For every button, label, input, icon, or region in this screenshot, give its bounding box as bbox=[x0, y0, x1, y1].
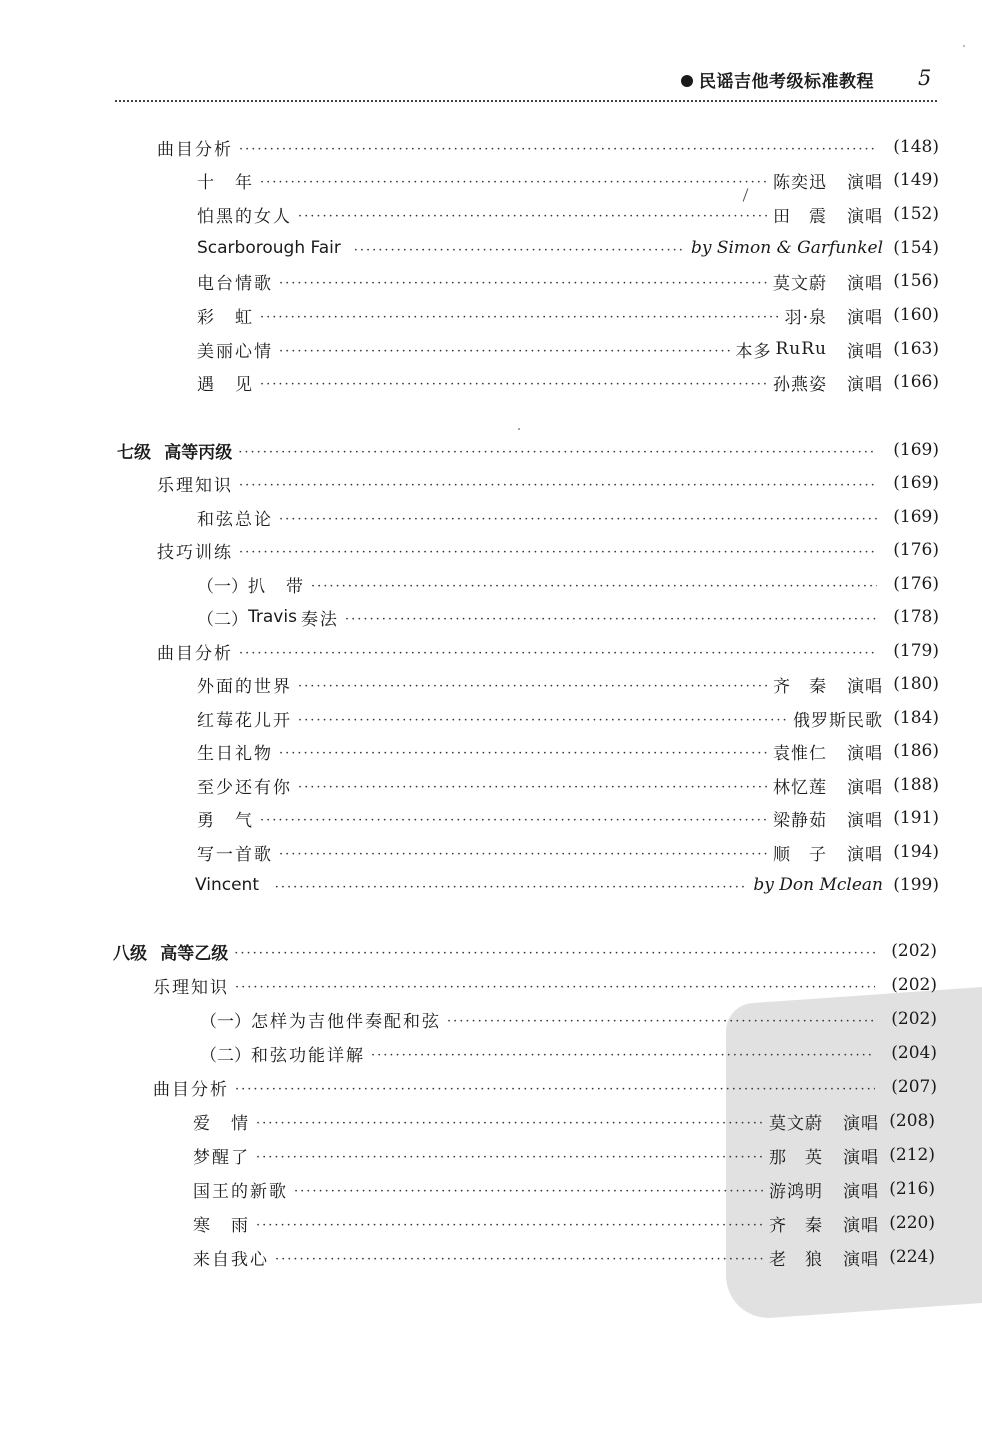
leader-dots bbox=[354, 243, 685, 258]
toc-row-topic bbox=[197, 503, 939, 531]
leader-dots bbox=[239, 478, 877, 493]
toc-row-section bbox=[153, 1073, 937, 1101]
toc-page: (156) bbox=[893, 271, 939, 291]
song-title: 外面的世界 bbox=[197, 676, 292, 697]
song-title: 怕黑的女人 bbox=[197, 206, 292, 227]
toc-page: (202) bbox=[891, 1009, 937, 1029]
toc-page: (179) bbox=[893, 641, 939, 661]
song-title: 彩 虹 bbox=[197, 307, 254, 328]
song-artist: 莫文蔚 bbox=[769, 1113, 823, 1134]
leader-dots bbox=[260, 377, 767, 392]
toc-row-level bbox=[113, 937, 937, 965]
toc-page: (216) bbox=[889, 1179, 935, 1199]
song-artist: 顺 子 bbox=[773, 844, 827, 865]
song-artist-cn: 本多 bbox=[735, 341, 772, 362]
song-artist: 梁静茹 bbox=[773, 810, 827, 831]
toc-page: (184) bbox=[893, 708, 939, 728]
toc-page: (199) bbox=[893, 875, 939, 895]
scan-speck bbox=[518, 428, 520, 430]
leader-dots bbox=[275, 880, 748, 895]
toc-page: (152) bbox=[893, 204, 939, 224]
header-rule bbox=[115, 100, 937, 102]
song-role: 演唱 bbox=[847, 844, 883, 865]
song-artist: 陈奕迅 bbox=[773, 172, 827, 193]
song-title: 电台情歌 bbox=[197, 273, 273, 294]
leader-dots bbox=[298, 209, 767, 224]
song-title: 十 年 bbox=[197, 172, 254, 193]
song-title: 国王的新歌 bbox=[193, 1181, 288, 1202]
toc-label: 曲目分析 bbox=[157, 643, 233, 664]
toc-page: (212) bbox=[889, 1145, 935, 1165]
leader-dots bbox=[294, 1184, 763, 1199]
song-credit: by Don Mclean bbox=[753, 875, 883, 895]
song-role: 演唱 bbox=[847, 341, 883, 362]
song-artist: 齐 秦 bbox=[773, 676, 827, 697]
toc-row-topic bbox=[197, 603, 939, 631]
toc-row-song bbox=[193, 1107, 935, 1135]
toc-row-song bbox=[195, 871, 939, 899]
toc-row-song bbox=[193, 1209, 935, 1237]
song-role: 演唱 bbox=[847, 743, 883, 764]
leader-dots bbox=[298, 679, 767, 694]
song-title: Scarborough Fair bbox=[197, 238, 341, 258]
toc-row-song bbox=[197, 737, 939, 765]
toc-row-section bbox=[157, 536, 939, 564]
song-title: 至少还有你 bbox=[197, 777, 292, 798]
song-role: 演唱 bbox=[843, 1147, 879, 1168]
leader-dots bbox=[256, 1150, 763, 1165]
song-role: 演唱 bbox=[847, 172, 883, 193]
song-artist: 孙燕姿 bbox=[773, 374, 827, 395]
toc-row-section bbox=[157, 637, 939, 665]
leader-dots bbox=[279, 344, 730, 359]
toc-row-song bbox=[197, 704, 939, 732]
leader-dots bbox=[239, 142, 877, 157]
topic-title: 怎样为吉他伴奏配和弦 bbox=[251, 1011, 441, 1032]
song-artist: 田 震 bbox=[773, 206, 827, 227]
song-role: 演唱 bbox=[847, 273, 883, 294]
toc-row-song bbox=[193, 1175, 935, 1203]
song-title: 寒 雨 bbox=[193, 1215, 250, 1236]
toc-page: (169) bbox=[893, 507, 939, 527]
leader-dots bbox=[235, 1082, 875, 1097]
leader-dots bbox=[279, 847, 767, 862]
song-title: 红莓花儿开 bbox=[197, 710, 292, 731]
topic-prefix: （一） bbox=[200, 1011, 251, 1032]
leader-dots bbox=[239, 646, 877, 661]
song-credit: by Simon & Garfunkel bbox=[690, 238, 883, 258]
toc-page: (180) bbox=[893, 674, 939, 694]
level-number: 七级 bbox=[117, 442, 151, 463]
topic-prefix: （二） bbox=[197, 609, 248, 630]
running-header bbox=[0, 0, 982, 110]
song-role: 演唱 bbox=[847, 206, 883, 227]
toc-row-song bbox=[193, 1243, 935, 1271]
toc-page: (166) bbox=[893, 372, 939, 392]
leader-dots bbox=[279, 512, 877, 527]
leader-dots bbox=[371, 1048, 875, 1063]
toc-page: (169) bbox=[893, 440, 939, 460]
song-artist-latin: RuRu bbox=[775, 339, 827, 359]
toc-page: (149) bbox=[893, 170, 939, 190]
toc-row-section bbox=[157, 133, 939, 161]
toc-page: (208) bbox=[889, 1111, 935, 1131]
toc-label: 曲目分析 bbox=[157, 139, 233, 160]
leader-dots bbox=[256, 1116, 763, 1131]
page-number: 5 bbox=[918, 66, 932, 90]
topic-prefix: （二） bbox=[200, 1045, 251, 1066]
level-name: 高等丙级 bbox=[164, 442, 233, 463]
topic-title: 和弦总论 bbox=[197, 509, 273, 530]
song-artist: 羽·泉 bbox=[784, 307, 827, 328]
topic-title: 和弦功能详解 bbox=[251, 1045, 365, 1066]
leader-dots bbox=[239, 545, 877, 560]
scan-speck bbox=[963, 45, 965, 47]
song-title: 爱 情 bbox=[193, 1113, 250, 1134]
song-role: 演唱 bbox=[843, 1249, 879, 1270]
leader-dots bbox=[298, 780, 767, 795]
toc-page: (224) bbox=[889, 1247, 935, 1267]
toc-row-section bbox=[153, 971, 937, 999]
toc-page: (163) bbox=[893, 339, 939, 359]
leader-dots bbox=[256, 1218, 763, 1233]
song-title: 写一首歌 bbox=[197, 844, 273, 865]
topic-prefix: （一） bbox=[197, 576, 248, 597]
toc-row-level bbox=[117, 436, 939, 464]
bullet-icon bbox=[681, 75, 693, 87]
toc-row-section bbox=[157, 469, 939, 497]
toc-page: (176) bbox=[893, 574, 939, 594]
topic-title-latin: Travis bbox=[248, 607, 297, 627]
toc-page: (202) bbox=[891, 941, 937, 961]
leader-dots bbox=[279, 276, 767, 291]
leader-dots bbox=[260, 175, 767, 190]
song-role: 演唱 bbox=[843, 1215, 879, 1236]
toc-row-song bbox=[197, 200, 939, 228]
song-artist: 游鸿明 bbox=[769, 1181, 823, 1202]
toc-label: 技巧训练 bbox=[157, 542, 233, 563]
leader-dots bbox=[238, 445, 877, 460]
leader-dots bbox=[235, 980, 875, 995]
song-artist: 俄罗斯民歌 bbox=[793, 710, 883, 731]
leader-dots bbox=[260, 813, 767, 828]
toc-page: (194) bbox=[893, 842, 939, 862]
song-artist: 莫文蔚 bbox=[773, 273, 827, 294]
leader-dots bbox=[275, 1252, 763, 1267]
toc-page: (148) bbox=[893, 137, 939, 157]
toc-page: (191) bbox=[893, 808, 939, 828]
toc-row-song bbox=[197, 166, 939, 194]
song-title: 美丽心情 bbox=[197, 341, 273, 362]
toc-row-topic bbox=[197, 570, 939, 598]
toc-page: (220) bbox=[889, 1213, 935, 1233]
song-artist: 齐 秦 bbox=[769, 1215, 823, 1236]
toc-row-song bbox=[197, 267, 939, 295]
leader-dots bbox=[279, 746, 767, 761]
toc-page: (202) bbox=[891, 975, 937, 995]
song-role: 演唱 bbox=[843, 1113, 879, 1134]
song-title: 梦醒了 bbox=[193, 1147, 250, 1168]
song-role: 演唱 bbox=[847, 307, 883, 328]
toc-row-song bbox=[197, 368, 939, 396]
toc-row-song bbox=[197, 838, 939, 866]
song-title: 生日礼物 bbox=[197, 743, 273, 764]
song-role: 演唱 bbox=[847, 810, 883, 831]
leader-dots bbox=[311, 579, 877, 594]
leader-dots bbox=[345, 612, 877, 627]
song-artist: 林忆莲 bbox=[773, 777, 827, 798]
song-title: 遇 见 bbox=[197, 374, 254, 395]
topic-title: 扒 带 bbox=[248, 576, 305, 597]
toc-row-topic bbox=[200, 1005, 937, 1033]
song-role: 演唱 bbox=[847, 374, 883, 395]
leader-dots bbox=[298, 713, 787, 728]
toc-row-topic bbox=[200, 1039, 937, 1067]
song-title: 勇 气 bbox=[197, 810, 254, 831]
toc-page: (154) bbox=[893, 238, 939, 258]
toc-page: (204) bbox=[891, 1043, 937, 1063]
song-artist: 老 狼 bbox=[769, 1249, 823, 1270]
toc-row-song bbox=[197, 670, 939, 698]
song-artist: 袁惟仁 bbox=[773, 743, 827, 764]
book-title: 民谣吉他考级标准教程 bbox=[699, 72, 874, 92]
toc-row-song bbox=[197, 301, 939, 329]
toc-label: 曲目分析 bbox=[153, 1079, 229, 1100]
toc-row-song bbox=[197, 771, 939, 799]
toc-page: (160) bbox=[893, 305, 939, 325]
toc-page: (176) bbox=[893, 540, 939, 560]
toc-page: (188) bbox=[893, 775, 939, 795]
toc-label: 乐理知识 bbox=[153, 977, 229, 998]
level-number: 八级 bbox=[113, 943, 147, 964]
toc-page: (186) bbox=[893, 741, 939, 761]
toc-row-song bbox=[197, 804, 939, 832]
song-role: 演唱 bbox=[847, 777, 883, 798]
song-title: 来自我心 bbox=[193, 1249, 269, 1270]
song-role: 演唱 bbox=[843, 1181, 879, 1202]
leader-dots bbox=[447, 1014, 875, 1029]
toc-row-song bbox=[197, 234, 939, 262]
toc-label: 乐理知识 bbox=[157, 475, 233, 496]
song-role: 演唱 bbox=[847, 676, 883, 697]
song-artist: 那 英 bbox=[769, 1147, 823, 1168]
toc-page: (178) bbox=[893, 607, 939, 627]
toc-row-song bbox=[193, 1141, 935, 1169]
toc-row-song bbox=[197, 335, 939, 363]
level-name: 高等乙级 bbox=[160, 943, 229, 964]
toc-page: (169) bbox=[893, 473, 939, 493]
song-title: Vincent bbox=[195, 875, 259, 895]
leader-dots bbox=[260, 310, 779, 325]
toc-page: (207) bbox=[891, 1077, 937, 1097]
topic-title: 奏法 bbox=[300, 609, 339, 630]
leader-dots bbox=[234, 946, 875, 961]
